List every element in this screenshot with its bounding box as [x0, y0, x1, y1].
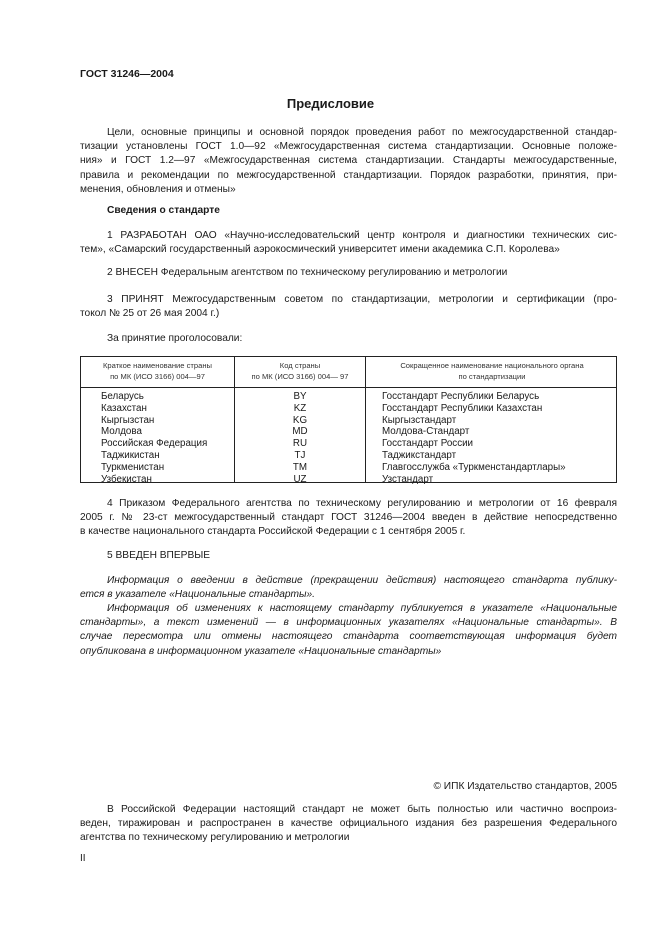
country-column [101, 391, 207, 485]
intro-line: менения, обновления и отмены» [80, 183, 236, 195]
info-paragraph-1 [80, 574, 617, 602]
item-4-line: 2005 г. № 23-ст межгосударственный стандарт ГОСТ 31246—2004 введен в действие непосредственно [80, 512, 617, 524]
table-cell: KZ [293, 402, 307, 414]
page-number: II [80, 853, 86, 864]
notice-line: В Российской Федерации настоящий стандарт не может быть полностью или частично воспроиз- [107, 804, 617, 815]
table-cell: RU [292, 438, 308, 450]
table-cell: KG [292, 414, 308, 426]
table-cell: Беларусь [101, 391, 144, 402]
page-title: Предисловие [286, 96, 375, 111]
countries-table [80, 356, 617, 483]
code-column [235, 391, 365, 485]
table-cell: Молдова [101, 426, 142, 438]
table-header-country: Краткое наименование страны по МК (ИСО 3166) 004—97 [103, 361, 212, 381]
intro-line: правила и рекомендации по межгосударственной стандартизации. Порядок разработки, принятия, при- [80, 169, 617, 181]
body-column [382, 391, 566, 485]
info-2-line: опубликована в информационном указателе «Национальные стандарты» [80, 645, 442, 657]
table-cell: Главгосслужба «Туркменстандартлары» [382, 461, 566, 473]
table-cell: Кыргызстандарт [382, 414, 457, 426]
item-1 [80, 229, 617, 257]
reproduction-notice [80, 803, 617, 846]
item-5-line: 5 ВВЕДЕН ВПЕРВЫЕ [107, 550, 211, 561]
item-3-line: токол № 25 от 26 мая 2004 г.) [80, 308, 220, 320]
voted-line: За принятие проголосовали: [107, 333, 243, 344]
table-cell: BY [293, 391, 307, 402]
copyright-notice: © ИПК Издательство стандартов, 2005 [433, 781, 617, 792]
table-cell: Таджикстандарт [382, 449, 457, 461]
item-4 [80, 497, 617, 540]
notice-line: веден, тиражирован и распространен в качестве официального издания без разрешения Федерального [80, 818, 617, 830]
table-cell: Узбекистан [101, 473, 152, 485]
table-cell: Госстандарт Республики Беларусь [382, 391, 540, 402]
info-1-line: Информация о введении в действие (прекращении действия) настоящего стандарта публику- [107, 575, 617, 586]
intro-line: Цели, основные принципы и основной порядок проведения работ по межгосударственной стандар- [107, 127, 617, 138]
table-header-body: Сокращенное наименование национального органа по стандартизации [400, 361, 584, 381]
intro-line: тизации установлены ГОСТ 1.0—92 «Межгосударственная система стандартизации. Основные положе- [80, 141, 617, 153]
item-1-line: тем», «Самарский государственный аэрокосмический университет имени академика С.П. Королева» [80, 244, 560, 256]
info-2-line: Информация об изменениях к настоящему стандарту публикуется в указателе «Национальные [107, 603, 617, 614]
table-cell: Казахстан [101, 402, 147, 414]
intro-paragraph [80, 126, 617, 197]
item-2-line: 2 ВНЕСЕН Федеральным агентством по техническому регулированию и метрологии [107, 267, 508, 278]
table-cell: Госстандарт России [382, 438, 474, 450]
table-cell: TM [292, 461, 308, 473]
item-5 [80, 549, 617, 563]
section-heading: Сведения о стандарте [107, 205, 220, 216]
item-3-line: 3 ПРИНЯТ Межгосударственным советом по стандартизации, метрологии и сертификации (про- [107, 294, 617, 305]
table-cell: Кыргызстан [101, 414, 155, 426]
voted-label [80, 332, 617, 346]
item-4-line: 4 Приказом Федерального агентства по техническому регулированию и метрологии от 16 февраля [107, 498, 617, 509]
table-cell: Таджикистан [101, 449, 160, 461]
item-4-line: в качестве национального стандарта Российской Федерации с 1 сентября 2005 г. [80, 526, 466, 538]
info-1-line: ется в указателе «Национальные стандарты». [80, 589, 316, 601]
table-header-divider [81, 387, 616, 388]
intro-line: ния» и ГОСТ 1.2—97 «Межгосударственная система стандартизации. Стандарты межгосударственные, [80, 155, 617, 167]
table-cell: TJ [294, 449, 306, 461]
table-cell: Молдова-Стандарт [382, 426, 470, 438]
table-cell: Узстандарт [382, 473, 434, 485]
table-cell: UZ [293, 473, 307, 485]
table-cell: Туркменистан [101, 461, 165, 473]
info-paragraph-2 [80, 602, 617, 659]
notice-line: агентства по техническому регулированию и метрологии [80, 832, 350, 844]
table-cell: MD [292, 426, 308, 438]
table-cell: Российская Федерация [101, 438, 208, 450]
table-header-code: Код страны по МК (ИСО 3166) 004— 97 [251, 361, 349, 381]
item-1-line: 1 РАЗРАБОТАН ОАО «Научно-исследовательский центр контроля и диагностики технических сис- [107, 230, 617, 241]
info-2-line: случае пересмотра или отмены настоящего стандарта соответствующая информация будет [80, 631, 617, 643]
table-cell: Госстандарт Республики Казахстан [382, 402, 543, 414]
document-header: ГОСТ 31246—2004 [80, 68, 174, 80]
item-3 [80, 293, 617, 321]
item-2 [80, 266, 617, 280]
info-2-line: стандарты», а текст изменений — в информационных указателях «Национальные стандарты». В [80, 617, 617, 629]
